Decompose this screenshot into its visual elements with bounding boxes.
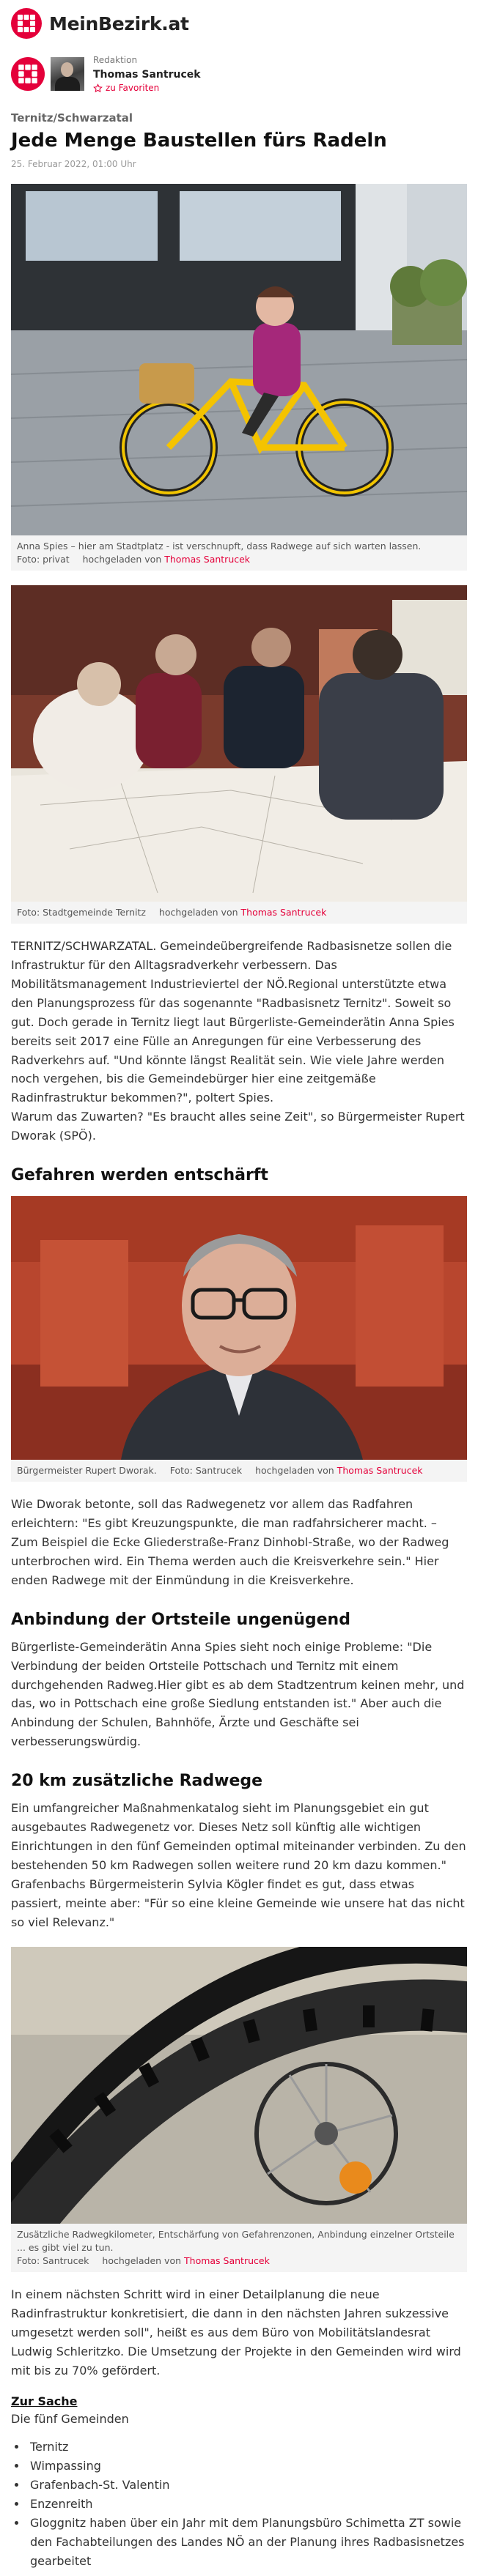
figure-meeting [11, 585, 467, 924]
figure-mayor-caption-text: Bürgermeister Rupert Dworak. [17, 1465, 157, 1477]
article-date: 25. Februar 2022, 01:00 Uhr [11, 158, 136, 169]
figure-tyre-caption-text: Zusätzliche Radwegkilometer, Entschärfung von Gefahrenzonen, Anbindung einzelner Ortsteile ... es gibt viel zu tun. [17, 2228, 455, 2253]
figure-meeting-caption [11, 902, 467, 924]
star-icon [93, 83, 103, 93]
figure-tyre-photo-credit: Foto: Santrucek [17, 2254, 89, 2266]
author-meta [93, 54, 201, 94]
town-item: • Ternitz [27, 2438, 467, 2457]
figure-bike-uploaded-prefix: hochgeladen von [82, 553, 162, 565]
town-item: • Wimpassing [27, 2457, 467, 2476]
photo-bicycle-tyre[interactable] [11, 1947, 467, 2224]
figure-meeting-uploader-link[interactable]: Thomas Santrucek [240, 907, 327, 918]
zur-sache-heading: Zur Sache [11, 2394, 78, 2409]
figure-bike-photo-credit: Foto: privat [17, 553, 70, 565]
redaktion-logo-icon [11, 57, 45, 91]
towns-list-intro: Die fünf Gemeinden [11, 2412, 129, 2427]
figure-tyre-uploader-link[interactable]: Thomas Santrucek [184, 2254, 270, 2266]
figure-mayor [11, 1196, 467, 1482]
figure-bike [11, 184, 467, 571]
article [0, 111, 478, 2570]
photo-planning-meeting[interactable] [11, 585, 467, 902]
figure-mayor-caption [11, 1460, 467, 1482]
author-avatar[interactable] [51, 57, 84, 91]
site-brand-link[interactable]: MeinBezirk.at [49, 12, 189, 34]
article-kicker: Ternitz/Schwarzatal [11, 111, 133, 125]
article-intro-2: Warum das Zuwarten? "Es braucht alles seine Zeit", so Bürgermeister Rupert Dworak (SPÖ). [11, 1110, 465, 1143]
article-intro: TERNITZ/SCHWARZATAL. Gemeindeübergreifende Radbasisnetze sollen die Infrastruktur für den Alltagsradverkehr verbessern. Das Mobilitätsmanagement Industrieviertel der NÖ.Regional unterstützte etwa den Planungsprozess für das sogenannte "Radbasisnetz Ternitz". Soweit so gut. Doch gerade in Ternitz liegt laut Bürgerliste-Gemeinderätin Anna Spies bereits seit 2017 eine Fülle an Anregungen für eine Verbesserung des Radverkehrs auf. "Und könnte längst Realität sein. Wie viele Jahre werden noch vergehen, bis die Gemeindebürger hier eine zeitgemäße Radinfrastruktur bekommen?", poltert Spies. [11, 939, 455, 1105]
meinbezirk-logo-icon[interactable] [11, 8, 42, 39]
author-name-link[interactable]: Thomas Santrucek [93, 69, 201, 81]
add-favorite-label: zu Favoriten [106, 83, 160, 94]
town-item: • Enzenreith [27, 2495, 467, 2514]
towns-list [27, 2438, 467, 2570]
figure-bike-caption-text: Anna Spies – hier am Stadtplatz - ist verschnupft, dass Radwege auf sich warten lassen. [17, 540, 422, 552]
photo-mayor-portrait[interactable] [11, 1196, 467, 1460]
figure-tyre-uploaded-prefix: hochgeladen von [102, 2254, 182, 2266]
author-box [0, 47, 478, 103]
heading-anbindung: Anbindung der Ortsteile ungenügend [11, 1610, 350, 1629]
figure-tyre-caption [11, 2224, 467, 2272]
figure-meeting-photo-credit: Foto: Stadtgemeinde Ternitz [17, 907, 146, 918]
article-title: Jede Menge Baustellen fürs Radeln [11, 130, 387, 152]
heading-20km: 20 km zusätzliche Radwege [11, 1772, 263, 1791]
figure-bike-caption [11, 535, 467, 571]
heading-gefahren: Gefahren werden entschärft [11, 1166, 268, 1185]
figure-mayor-photo-credit: Foto: Santrucek [169, 1465, 243, 1477]
paragraph-20km: Ein umfangreicher Maßnahmenkatalog sieht im Planungsgebiet ein gut ausgebautes Radwegenetz vor. Dieses Netz soll künftig alle wichtigen Einrichtungen in den fünf Gemeinden optimal miteinander verbinden. Zu den bestehenden 50 km Radwegen sollen weitere rund 20 km dazu kommen." Grafenbachs Bürgermeisterin Sylvia Kögler findet es gut, dass etwas passiert, meinte aber: "Für so eine kleine Gemeinde wie unsere hat das nicht so viel Relevanz." [11, 1801, 466, 1929]
paragraph-gefahren: Wie Dworak betonte, soll das Radwegenetz vor allem das Radfahren erleichtern: "Es gibt Kreuzungspunkte, die man radfahrsicherer macht. – Zum Beispiel die Ecke Gliederstraße-Franz Dinhobl-Straße, wo der Radweg unterbrochen wird. Ein Thema werden auch die Kreisverkehre sein." Hier enden Radwege mit der Einmündung in die Kreisverkehre. [11, 1497, 449, 1587]
town-item: • Grafenbach-St. Valentin [27, 2476, 467, 2495]
photo-woman-on-bike[interactable] [11, 184, 467, 535]
site-header [0, 0, 478, 47]
add-favorite-button[interactable] [93, 82, 201, 94]
paragraph-next-steps: In einem nächsten Schritt wird in einer Detailplanung die neue Radinfrastruktur konkretisiert, die dann in den nächsten Jahren sukzessive umgesetzt werden soll", heißt es aus dem Büro von Mobilitätslandesrat Ludwig Schleritzko. Die Umsetzung der Projekte in den Gemeinden wird wird mit bis zu 70% gefördert. [11, 2287, 461, 2378]
figure-tyre [11, 1947, 467, 2272]
author-role: Redaktion [93, 55, 138, 65]
figure-mayor-uploader-link[interactable]: Thomas Santrucek [337, 1465, 423, 1477]
paragraph-anbindung: Bürgerliste-Gemeinderätin Anna Spies sieht noch einige Probleme: "Die Verbindung der beiden Ortsteile Pottschach und Ternitz mit einem durchgehenden Radweg.Hier gibt es ab dem Stadtzentrum keinen mehr, und das, wo in Pottschach eine große Siedlung entstanden ist." Aber auch die Anbindung der Schulen, Bahnhöfe, Ärzte und Geschäfte sei verbesserungswürdig. [11, 1639, 465, 1749]
figure-mayor-uploaded-prefix: hochgeladen von [255, 1465, 334, 1477]
figure-meeting-uploaded-prefix: hochgeladen von [158, 907, 238, 918]
figure-bike-uploader-link[interactable]: Thomas Santrucek [164, 553, 251, 565]
town-item: • Gloggnitz haben über ein Jahr mit dem Planungsbüro Schimetta ZT sowie den Fachabteilungen des Landes NÖ an der Planung ihres Radbasisnetzes gearbeitet [27, 2514, 467, 2571]
